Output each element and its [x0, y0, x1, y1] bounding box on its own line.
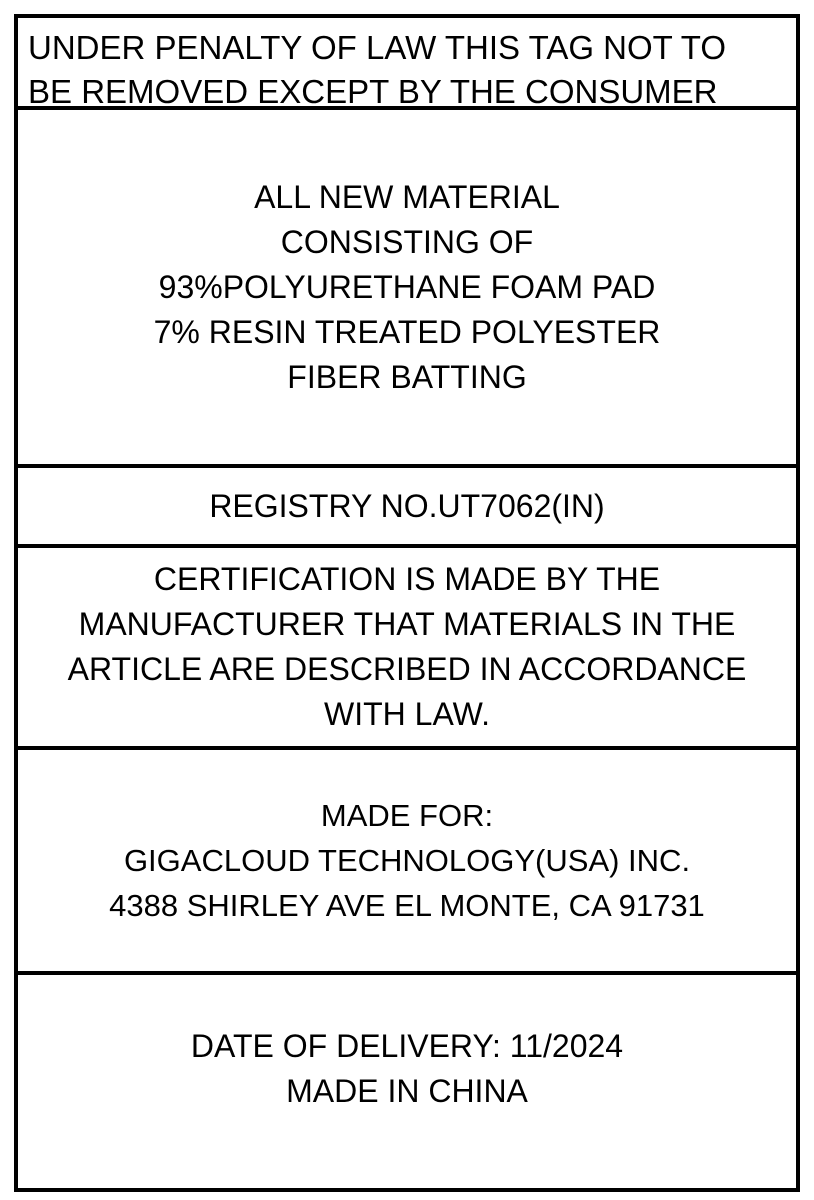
registry-number-section: [18, 468, 796, 548]
made-for-address: 4388 SHIRLEY AVE EL MONTE, CA 91731: [109, 888, 705, 923]
penalty-notice-section: [18, 18, 796, 110]
certification-line-2: MANUFACTURER THAT MATERIALS IN THE: [78, 606, 736, 642]
certification-section: [18, 548, 796, 750]
made-for-label: MADE FOR:: [320, 798, 494, 833]
material-line-3: 93%POLYURETHANE FOAM PAD: [158, 268, 656, 305]
material-line-2: CONSISTING OF: [280, 223, 534, 260]
material-content-section: [18, 110, 796, 468]
penalty-notice-line-1: UNDER PENALTY OF LAW THIS TAG NOT TO: [28, 29, 727, 66]
delivery-section: [18, 975, 796, 1162]
material-line-5: FIBER BATTING: [287, 358, 527, 395]
made-for-section: [18, 750, 796, 975]
registry-number: REGISTRY NO.UT7062(IN): [209, 488, 605, 524]
material-line-1: ALL NEW MATERIAL: [254, 178, 560, 215]
law-label-tag: [14, 14, 800, 1192]
certification-line-1: CERTIFICATION IS MADE BY THE: [153, 561, 661, 597]
certification-line-3: ARTICLE ARE DESCRIBED IN ACCORDANCE: [67, 651, 747, 687]
penalty-notice-line-2: BE REMOVED EXCEPT BY THE CONSUMER: [28, 73, 718, 110]
country-of-origin: MADE IN CHINA: [286, 1072, 528, 1109]
made-for-company: GIGACLOUD TECHNOLOGY(USA) INC.: [123, 843, 691, 878]
date-of-delivery: DATE OF DELIVERY: 11/2024: [190, 1027, 624, 1064]
certification-line-4: WITH LAW.: [324, 696, 490, 732]
material-line-4: 7% RESIN TREATED POLYESTER: [153, 313, 661, 350]
